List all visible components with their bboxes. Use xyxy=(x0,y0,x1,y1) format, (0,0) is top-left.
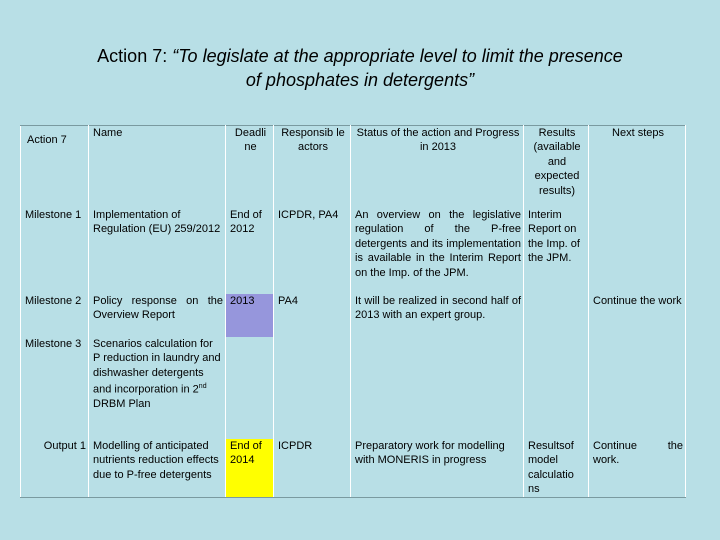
cell-name: Implementation of Regulation (EU) 259/2012 xyxy=(89,208,226,294)
cell-status: Preparatory work for modelling with MONERIS in progress xyxy=(351,439,524,497)
cell-name-text: Scenarios calculation for P reduction in laundry and dishwasher detergents and incorporation in 2 xyxy=(93,338,221,396)
header-status: Status of the action and Progress in 2013 xyxy=(351,126,524,209)
header-action: Action 7 xyxy=(21,126,89,209)
action-table xyxy=(20,125,686,498)
cell-name: Policy response on the Overview Report xyxy=(89,294,226,337)
cell-next: Continue the work. xyxy=(589,439,686,497)
cell-action: Milestone 2 xyxy=(21,294,89,337)
header-results: Results (available and expected results) xyxy=(524,126,589,209)
header-deadline: Deadli ne xyxy=(226,126,274,209)
cell-deadline xyxy=(226,337,274,439)
cell-action: Output 1 xyxy=(21,439,89,497)
header-row xyxy=(21,126,686,209)
header-next-steps: Next steps xyxy=(589,126,686,209)
cell-status xyxy=(351,337,524,439)
cell-responsible: ICPDR xyxy=(274,439,351,497)
table-row xyxy=(21,439,686,497)
cell-name xyxy=(89,337,226,439)
cell-deadline-highlight: End of 2014 xyxy=(226,439,274,497)
cell-responsible: PA4 xyxy=(274,294,351,337)
cell-status: It will be realized in second half of 2013 with an expert group. xyxy=(351,294,524,337)
cell-name-tail: DRBM Plan xyxy=(93,398,151,411)
cell-results: Resultsof model calculatio ns xyxy=(524,439,589,497)
cell-results xyxy=(524,294,589,337)
cell-action: Milestone 3 xyxy=(21,337,89,439)
title-quote-line2: of phosphates in detergents” xyxy=(245,70,475,90)
cell-responsible: ICPDR, PA4 xyxy=(274,208,351,294)
cell-name-sup: nd xyxy=(198,383,207,391)
table-row xyxy=(21,294,686,337)
title-quote-line1: “To legislate at the appropriate level to limit the presence xyxy=(172,46,623,66)
cell-next xyxy=(589,208,686,294)
cell-next xyxy=(589,337,686,439)
cell-results xyxy=(524,337,589,439)
table-row xyxy=(21,208,686,294)
header-name: Name xyxy=(89,126,226,209)
cell-responsible xyxy=(274,337,351,439)
cell-deadline: End of 2012 xyxy=(226,208,274,294)
cell-next: Continue the work xyxy=(589,294,686,337)
table-row xyxy=(21,337,686,439)
cell-action: Milestone 1 xyxy=(21,208,89,294)
slide-title xyxy=(30,44,690,92)
header-responsible: Responsib le actors xyxy=(274,126,351,209)
cell-status: An overview on the legislative regulation of the P-free detergents and its implementation is available in the Interim Report on the Imp. of the JPM. xyxy=(351,208,524,294)
cell-name: Modelling of anticipated nutrients reduction effects due to P-free detergents xyxy=(89,439,226,497)
title-prefix: Action 7: xyxy=(97,46,173,66)
cell-deadline-highlight: 2013 xyxy=(226,294,274,337)
cell-results: Interim Report on the Imp. of the JPM. xyxy=(524,208,589,294)
